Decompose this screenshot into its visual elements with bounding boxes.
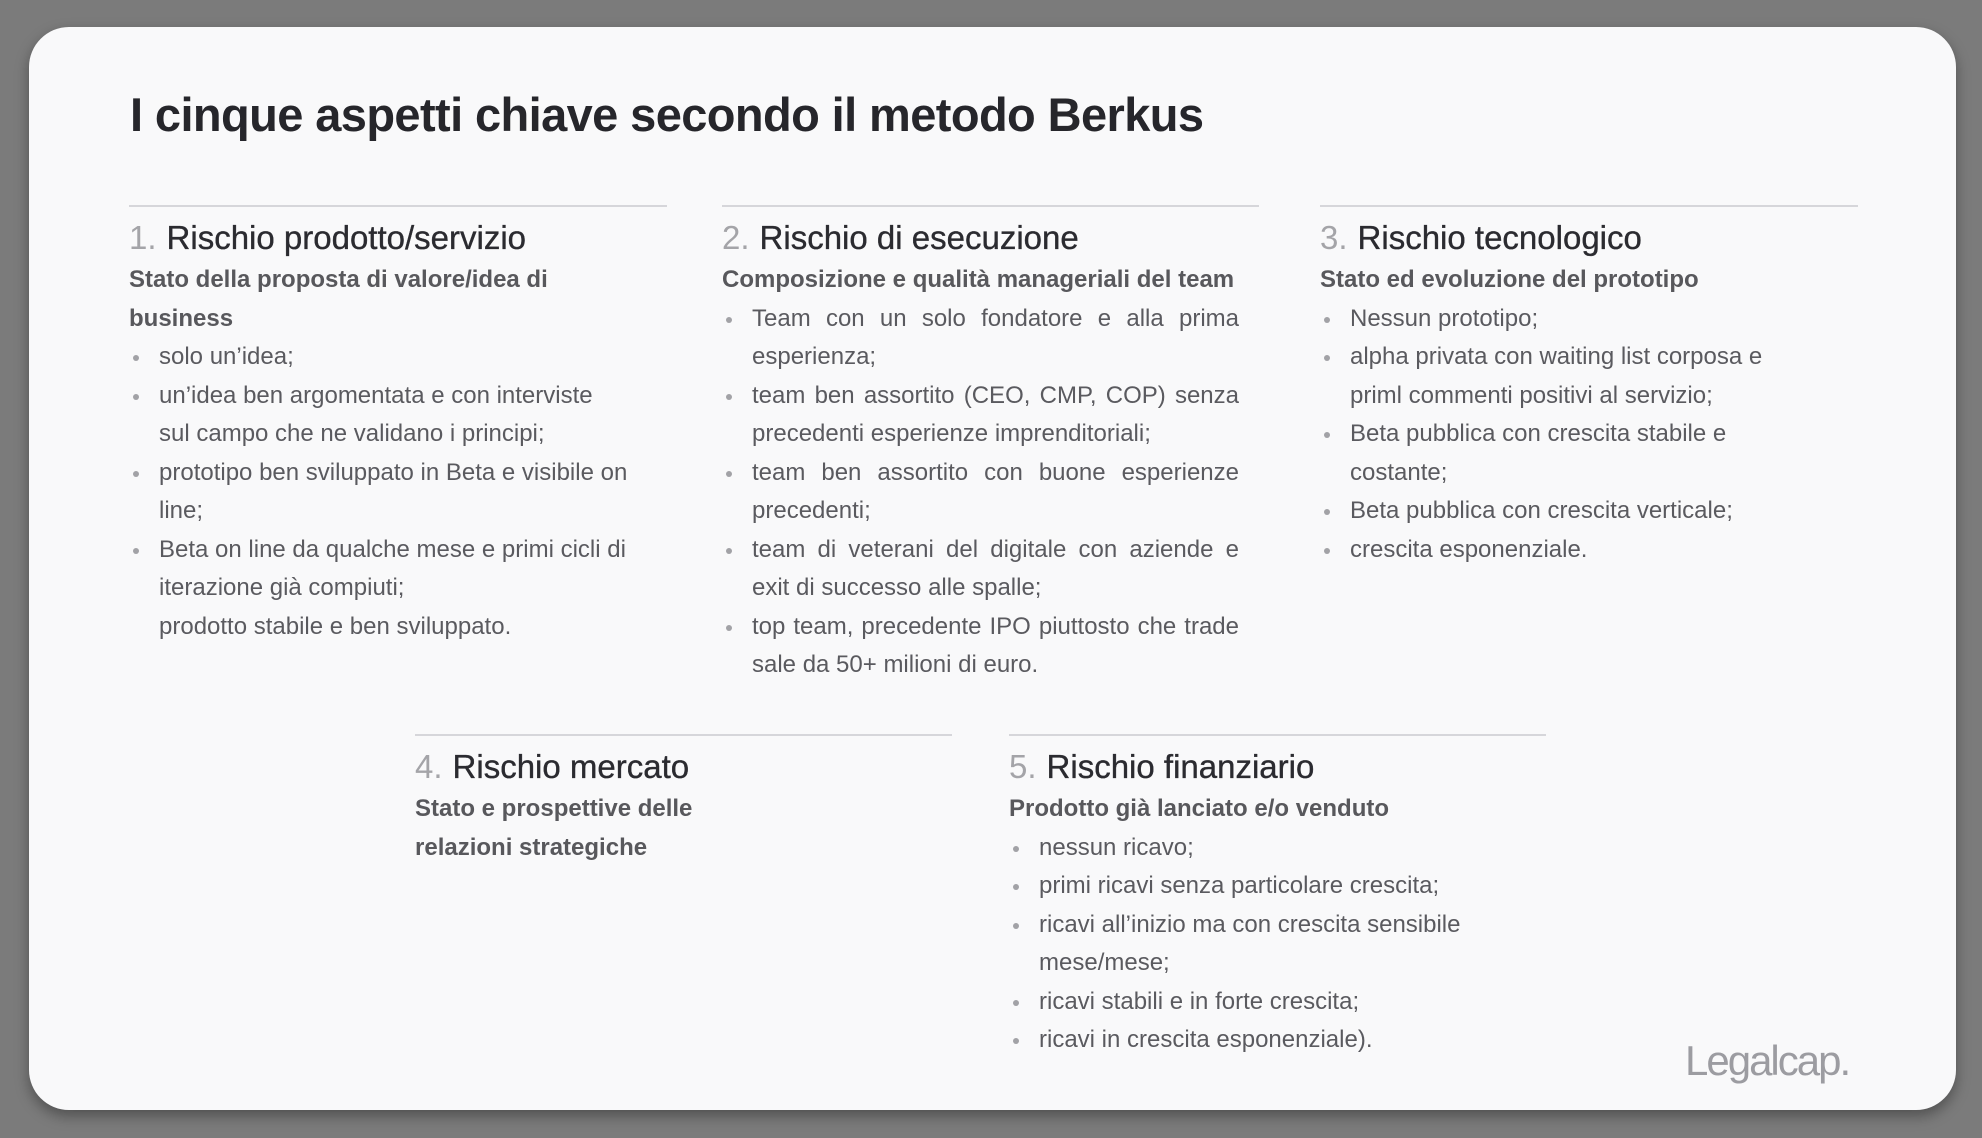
section-subtitle: Prodotto già lanciato e/o venduto xyxy=(1009,795,1390,822)
section-rischio-prodotto xyxy=(129,205,667,646)
list-item: ricavi in crescita esponenziale). xyxy=(1009,1021,1499,1060)
section-title: Rischio finanziario xyxy=(1046,748,1315,785)
section-number: 5. xyxy=(1009,748,1037,785)
section-list xyxy=(722,300,1259,685)
list-item: prototipo ben sviluppato in Beta e visibile on line; xyxy=(129,454,629,531)
section-number: 4. xyxy=(415,748,443,785)
section-rischio-esecuzione xyxy=(722,205,1259,685)
list-item: Beta on line da qualche mese e primi cicli di iterazione già compiuti; xyxy=(129,531,629,608)
legalcap-logo: Legalcap. xyxy=(1685,1037,1850,1084)
list-item: team ben assortito (CEO, CMP, COP) senza precedenti esperienze imprenditoriali; xyxy=(722,377,1259,454)
section-rischio-mercato xyxy=(415,734,952,867)
list-item: alpha privata con waiting list corposa e priml commenti positivi al servizio; xyxy=(1320,338,1780,415)
list-item: nessun ricavo; xyxy=(1009,829,1499,868)
section-subtitle: Stato e prospettive delle relazioni strategiche xyxy=(415,795,693,861)
section-list xyxy=(129,338,629,646)
slide-title: I cinque aspetti chiave secondo il metodo Berkus xyxy=(130,88,1204,141)
slide-card xyxy=(29,27,1956,1110)
list-item: Beta pubblica con crescita stabile e costante; xyxy=(1320,415,1780,492)
list-item: ricavi stabili e in forte crescita; xyxy=(1009,983,1499,1022)
section-heading xyxy=(722,217,1259,259)
section-number: 3. xyxy=(1320,219,1348,256)
list-item: team ben assortito con buone esperienze precedenti; xyxy=(722,454,1259,531)
list-item: Team con un solo fondatore e alla prima esperienza; xyxy=(722,300,1259,377)
section-subtitle: Stato ed evoluzione del prototipo xyxy=(1320,266,1699,293)
section-heading xyxy=(415,746,952,788)
section-number: 1. xyxy=(129,219,157,256)
section-heading xyxy=(1009,746,1546,788)
section-rischio-finanziario xyxy=(1009,734,1546,1060)
list-item: Nessun prototipo; xyxy=(1320,300,1780,339)
list-item: ricavi all’inizio ma con crescita sensibile mese/mese; xyxy=(1009,906,1499,983)
section-heading xyxy=(1320,217,1858,259)
section-title: Rischio mercato xyxy=(452,748,690,785)
list-item: prodotto stabile e ben sviluppato. xyxy=(159,612,512,640)
list-item: un’idea ben argomentata e con interviste sul campo che ne validano i principi; xyxy=(129,377,629,454)
section-rischio-tecnologico xyxy=(1320,205,1858,569)
section-list xyxy=(1009,829,1499,1060)
section-heading xyxy=(129,217,667,259)
list-item: solo un’idea; xyxy=(129,338,629,377)
section-number: 2. xyxy=(722,219,750,256)
list-item: team di veterani del digitale con aziende e exit di successo alle spalle; xyxy=(722,531,1259,608)
section-title: Rischio tecnologico xyxy=(1357,219,1642,256)
section-subtitle: Composizione e qualità manageriali del team xyxy=(722,266,1235,293)
list-item: primi ricavi senza particolare crescita; xyxy=(1009,867,1499,906)
section-list xyxy=(1320,300,1780,570)
list-item: top team, precedente IPO piuttosto che trade sale da 50+ milioni di euro. xyxy=(722,608,1259,685)
list-item: crescita esponenziale. xyxy=(1320,531,1780,570)
section-subtitle: Stato della proposta di valore/idea di business xyxy=(129,266,548,332)
section-title: Rischio di esecuzione xyxy=(759,219,1079,256)
section-title: Rischio prodotto/servizio xyxy=(166,219,527,256)
list-item: Beta pubblica con crescita verticale; xyxy=(1320,492,1780,531)
